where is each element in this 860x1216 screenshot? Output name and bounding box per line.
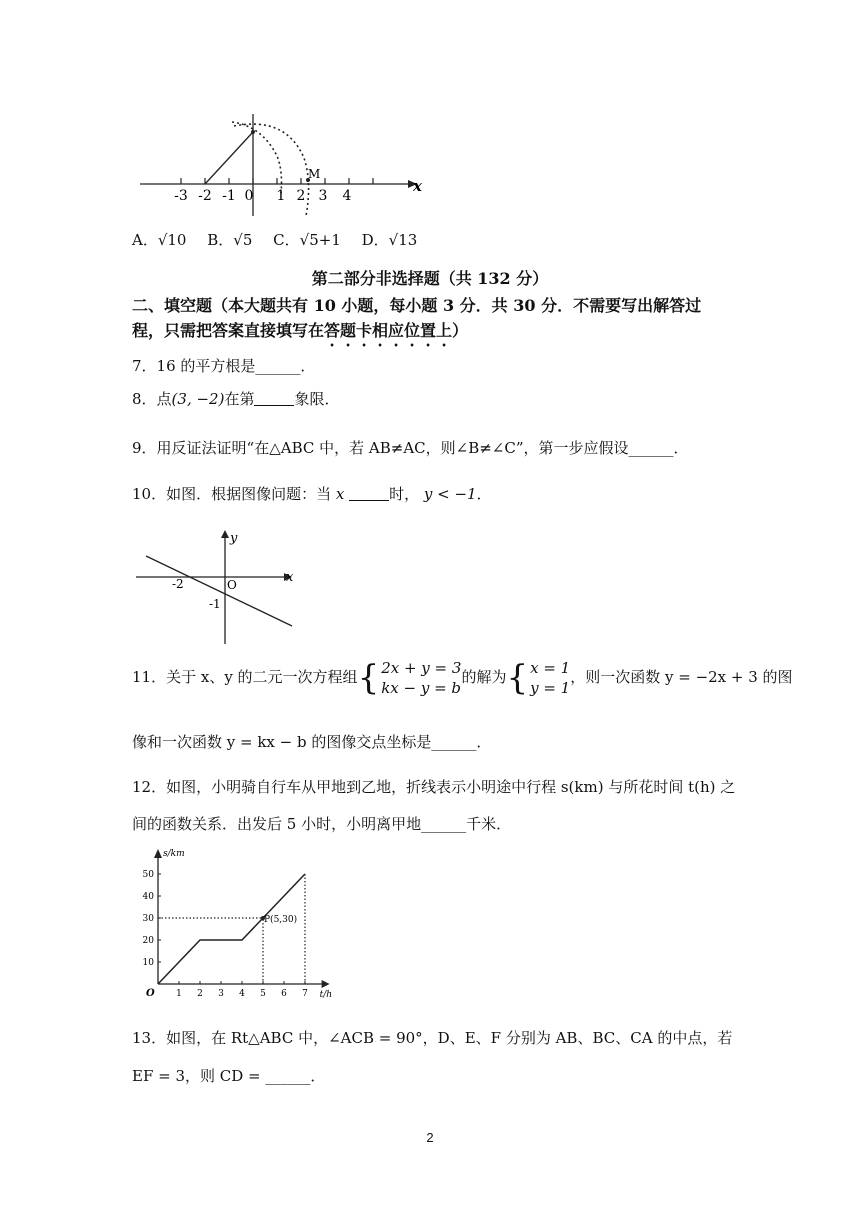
x-tick-label: 5 (260, 989, 266, 999)
tick-label: 4 (342, 188, 352, 204)
equation: x = 1 (530, 659, 571, 677)
section2-emphasis: 答题卡相应位置上 (324, 321, 453, 340)
equation: 2x + y = 3 (381, 659, 462, 677)
x-axis-label: x (286, 570, 294, 585)
function-line (146, 556, 292, 626)
y-axis-arrow (221, 530, 229, 538)
question-13: 13．如图，在 Rt△ABC 中，∠ACB = 90°，D、E、F 分别为 AB、BC、CA 的中点，若 (132, 1029, 733, 1047)
q8-blank (254, 391, 294, 406)
x-tick-label: 1 (176, 989, 182, 999)
q10-condition: y < −1 (423, 485, 477, 503)
q11-mid: 的解为 (461, 668, 507, 686)
origin-label: O (146, 988, 155, 999)
q10-prefix: 10．如图．根据图像问题：当 (132, 485, 336, 503)
linear-graph-figure (136, 526, 298, 646)
part2-title: 第二部分非选择题（共 132 分） (311, 269, 549, 288)
y-tick-label: 40 (142, 892, 154, 902)
question-10 (132, 483, 492, 504)
q11-suffix: ，则一次函数 y = −2x + 3 的图 (570, 668, 793, 686)
y-tick-label: 50 (142, 870, 154, 880)
distance-time-chart (138, 846, 338, 1006)
tick-label: 2 (296, 188, 306, 204)
y-axis-arrow (154, 849, 162, 858)
x-axis-arrow (322, 980, 330, 988)
x-tick-label: 3 (218, 989, 224, 999)
option-b: B．√5 (207, 231, 253, 249)
question-13-line2: EF = 3，则 CD = ______． (132, 1067, 326, 1085)
tick-label: -2 (198, 188, 212, 204)
origin-label: O (227, 578, 237, 592)
q8-suffix-b: 象限． (294, 390, 340, 408)
y-tick-label: 30 (142, 914, 154, 924)
q8-point: (3, −2) (171, 390, 225, 408)
option-a: A．√10 (132, 231, 187, 249)
left-brace-icon: { (357, 658, 380, 698)
option-c: C．√5+1 (273, 231, 341, 249)
q11-prefix: 11．关于 x、y 的二元一次方程组 (132, 668, 358, 686)
question-12-line2: 间的函数关系．出发后 5 小时，小明离甲地______千米． (132, 815, 512, 833)
tick-label: -1 (222, 188, 236, 204)
equation: y = 1 (530, 679, 571, 697)
left-brace-icon: { (506, 658, 529, 698)
number-line-figure (136, 98, 426, 218)
y-axis-label: s/km (163, 849, 185, 859)
tick-labels (174, 188, 351, 204)
question-8 (132, 388, 339, 409)
q10-var: x (335, 485, 345, 503)
section2-line2-prefix: 程，只需把答案直接填写在 (132, 321, 325, 340)
q10-end: ． (476, 485, 492, 503)
x-tick-label: 6 (281, 989, 287, 999)
q8-prefix: 8．点 (132, 390, 172, 408)
y-tick-label: 20 (142, 936, 154, 946)
section2-line1: 二、填空题（本大题共有 10 小题，每小题 3 分．共 30 分．不需要写出解答过 (132, 296, 702, 315)
equation: kx − y = b (381, 679, 462, 697)
x-axis-label: x (413, 177, 422, 195)
y-tick-label: 10 (142, 958, 154, 968)
section2-line2 (132, 318, 732, 350)
question-9: 9．用反证法证明“在△ABC 中，若 AB≠AC，则∠B≠∠C”，第一步应假设______． (132, 439, 689, 457)
page-number: 2 (426, 1130, 434, 1145)
question-11 (132, 658, 793, 698)
solution-system (530, 658, 570, 698)
x-intercept-label: -2 (172, 577, 184, 591)
y-intercept-label: -1 (209, 597, 221, 611)
tick-label: 0 (244, 188, 254, 204)
tick-label: -3 (174, 188, 188, 204)
q10-blank (349, 486, 389, 501)
q10-mid: 时， (389, 485, 420, 503)
tick-label: 3 (318, 188, 328, 204)
tick-label: 1 (276, 188, 286, 204)
question-11-line2: 像和一次函数 y = kx − b 的图像交点坐标是______． (132, 733, 492, 751)
section2-heading (132, 293, 732, 350)
equation-system (381, 658, 461, 698)
hypotenuse-segment (205, 132, 253, 184)
q6-options (132, 229, 433, 250)
apex-point (251, 130, 255, 134)
point-m-label: M (308, 167, 321, 181)
x-tick-label: 4 (239, 989, 245, 999)
dotted-arc-small (232, 122, 282, 194)
distance-polyline (158, 874, 305, 984)
question-7: 7．16 的平方根是______． (132, 357, 316, 375)
point-p-label: P(5,30) (264, 915, 298, 925)
x-axis-label: t/h (319, 990, 333, 1000)
y-axis-label: y (230, 531, 238, 546)
question-12: 12．如图，小明骑自行车从甲地到乙地，折线表示小明途中行程 s(km) 与所花时间 t(h) 之 (132, 778, 736, 796)
q8-suffix-a: 在第 (224, 390, 255, 408)
section2-line2-suffix: ） (452, 321, 469, 340)
option-d: D．√13 (361, 231, 418, 249)
x-tick-label: 7 (302, 989, 308, 999)
x-tick-label: 2 (197, 989, 203, 999)
